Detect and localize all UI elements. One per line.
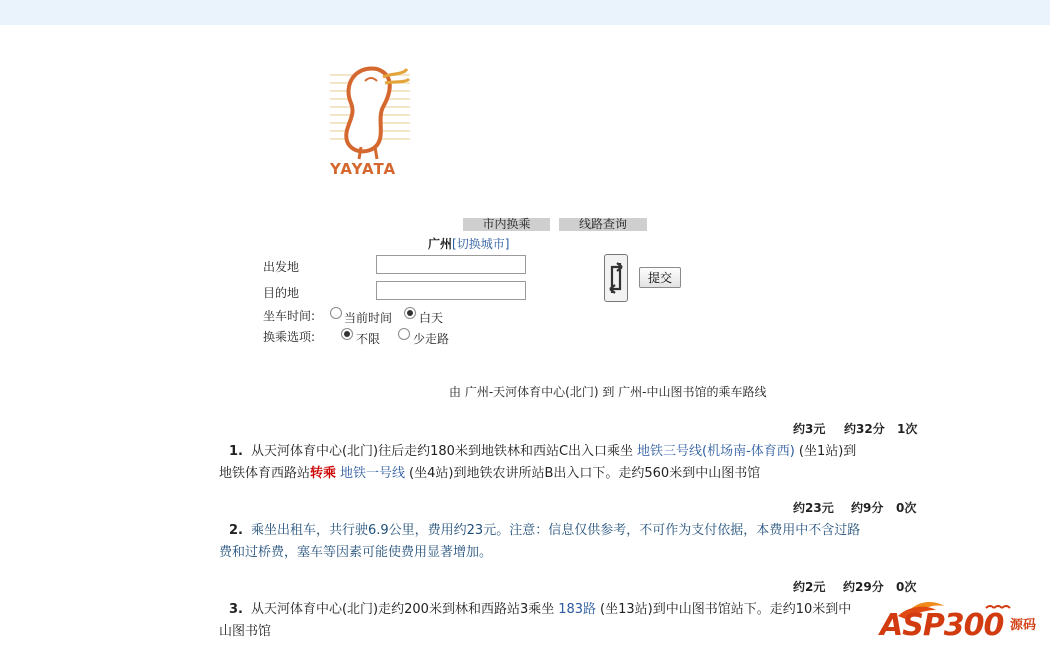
plan-transfers: 0次 — [896, 580, 917, 594]
radio-current-time[interactable] — [330, 307, 342, 319]
plan-text: (坐1站)到地铁体育西路站 — [219, 444, 857, 481]
plan-cost: 约2元 — [793, 580, 826, 594]
line-link[interactable]: 183路 — [558, 602, 597, 617]
destination-input[interactable] — [376, 281, 526, 300]
logo-text: YAYATA — [330, 160, 397, 178]
plan-item — [219, 520, 861, 564]
plan-text: 从天河体育中心(北门)往后走约180米到地铁林和西站C出入口乘坐 — [250, 444, 634, 459]
plan-text: (坐4站)到地铁农讲所站B出入口下。走约560米到中山图书馆 — [409, 466, 761, 481]
radio-unlimited[interactable] — [341, 328, 353, 340]
plan-text: (坐13站)到中山图书馆站下。走约10米到中山图书馆 — [219, 602, 852, 639]
radio-less-walking-label: 少走路 — [413, 332, 450, 346]
radio-less-walking[interactable] — [398, 328, 410, 340]
time-label: 坐车时间: — [263, 309, 316, 323]
plan-transfers: 0次 — [896, 501, 917, 515]
plan-item — [219, 441, 861, 485]
plan-duration: 约9分 — [851, 501, 884, 515]
plan-text: 从天河体育中心(北门)走约200米到林和西路站3乘坐 — [250, 602, 555, 617]
plan-number: 1. — [229, 444, 243, 459]
watermark-text: ASP300 — [880, 608, 1004, 643]
origin-label: 出发地 — [263, 260, 300, 274]
plan-number: 3. — [229, 602, 243, 617]
submit-button[interactable]: 提交 — [639, 267, 681, 288]
line-link[interactable]: 地铁三号线(机场南-体育西) — [637, 444, 795, 459]
origin-input[interactable] — [376, 255, 526, 274]
plan-item — [219, 599, 861, 643]
tab-city-transfer[interactable]: 市内换乘 — [463, 218, 550, 231]
radio-current-time-label: 当前时间 — [344, 311, 393, 325]
route-title: 由 广州-天河体育中心(北门) 到 广州-中山图书馆的乘车路线 — [449, 385, 767, 399]
plan-cost: 约3元 — [793, 422, 826, 436]
plan-text: 乘坐出租车，共行驶6.9公里，费用约23元。注意：信息仅供参考，不可作为支付依据，本费用中不含过路费和过桥费，塞车等因素可能使费用显著增加。 — [219, 523, 861, 560]
transfer-option-label: 换乘选项: — [263, 330, 316, 344]
city-selector — [428, 235, 509, 252]
transfer-mark: 转乘 — [310, 466, 337, 481]
radio-unlimited-label: 不限 — [356, 332, 381, 346]
city-name: 广州 — [428, 237, 453, 251]
plan-duration: 约32分 — [844, 422, 885, 436]
line-link[interactable]: 地铁一号线 — [340, 466, 406, 481]
plan-cost: 约23元 — [793, 501, 834, 515]
switch-city-link[interactable]: [切换城市] — [452, 237, 510, 251]
tab-line-query[interactable]: 线路查询 — [559, 218, 647, 231]
plan-number: 2. — [229, 523, 243, 538]
radio-daytime-label: 白天 — [419, 311, 444, 325]
top-bar — [0, 0, 1050, 25]
radio-daytime[interactable] — [404, 307, 416, 319]
plan-transfers: 1次 — [897, 422, 918, 436]
swap-arrows-icon[interactable] — [604, 254, 628, 302]
destination-label: 目的地 — [263, 286, 300, 300]
plan-duration: 约29分 — [843, 580, 884, 594]
watermark-subtext: 源码 — [1010, 618, 1037, 633]
